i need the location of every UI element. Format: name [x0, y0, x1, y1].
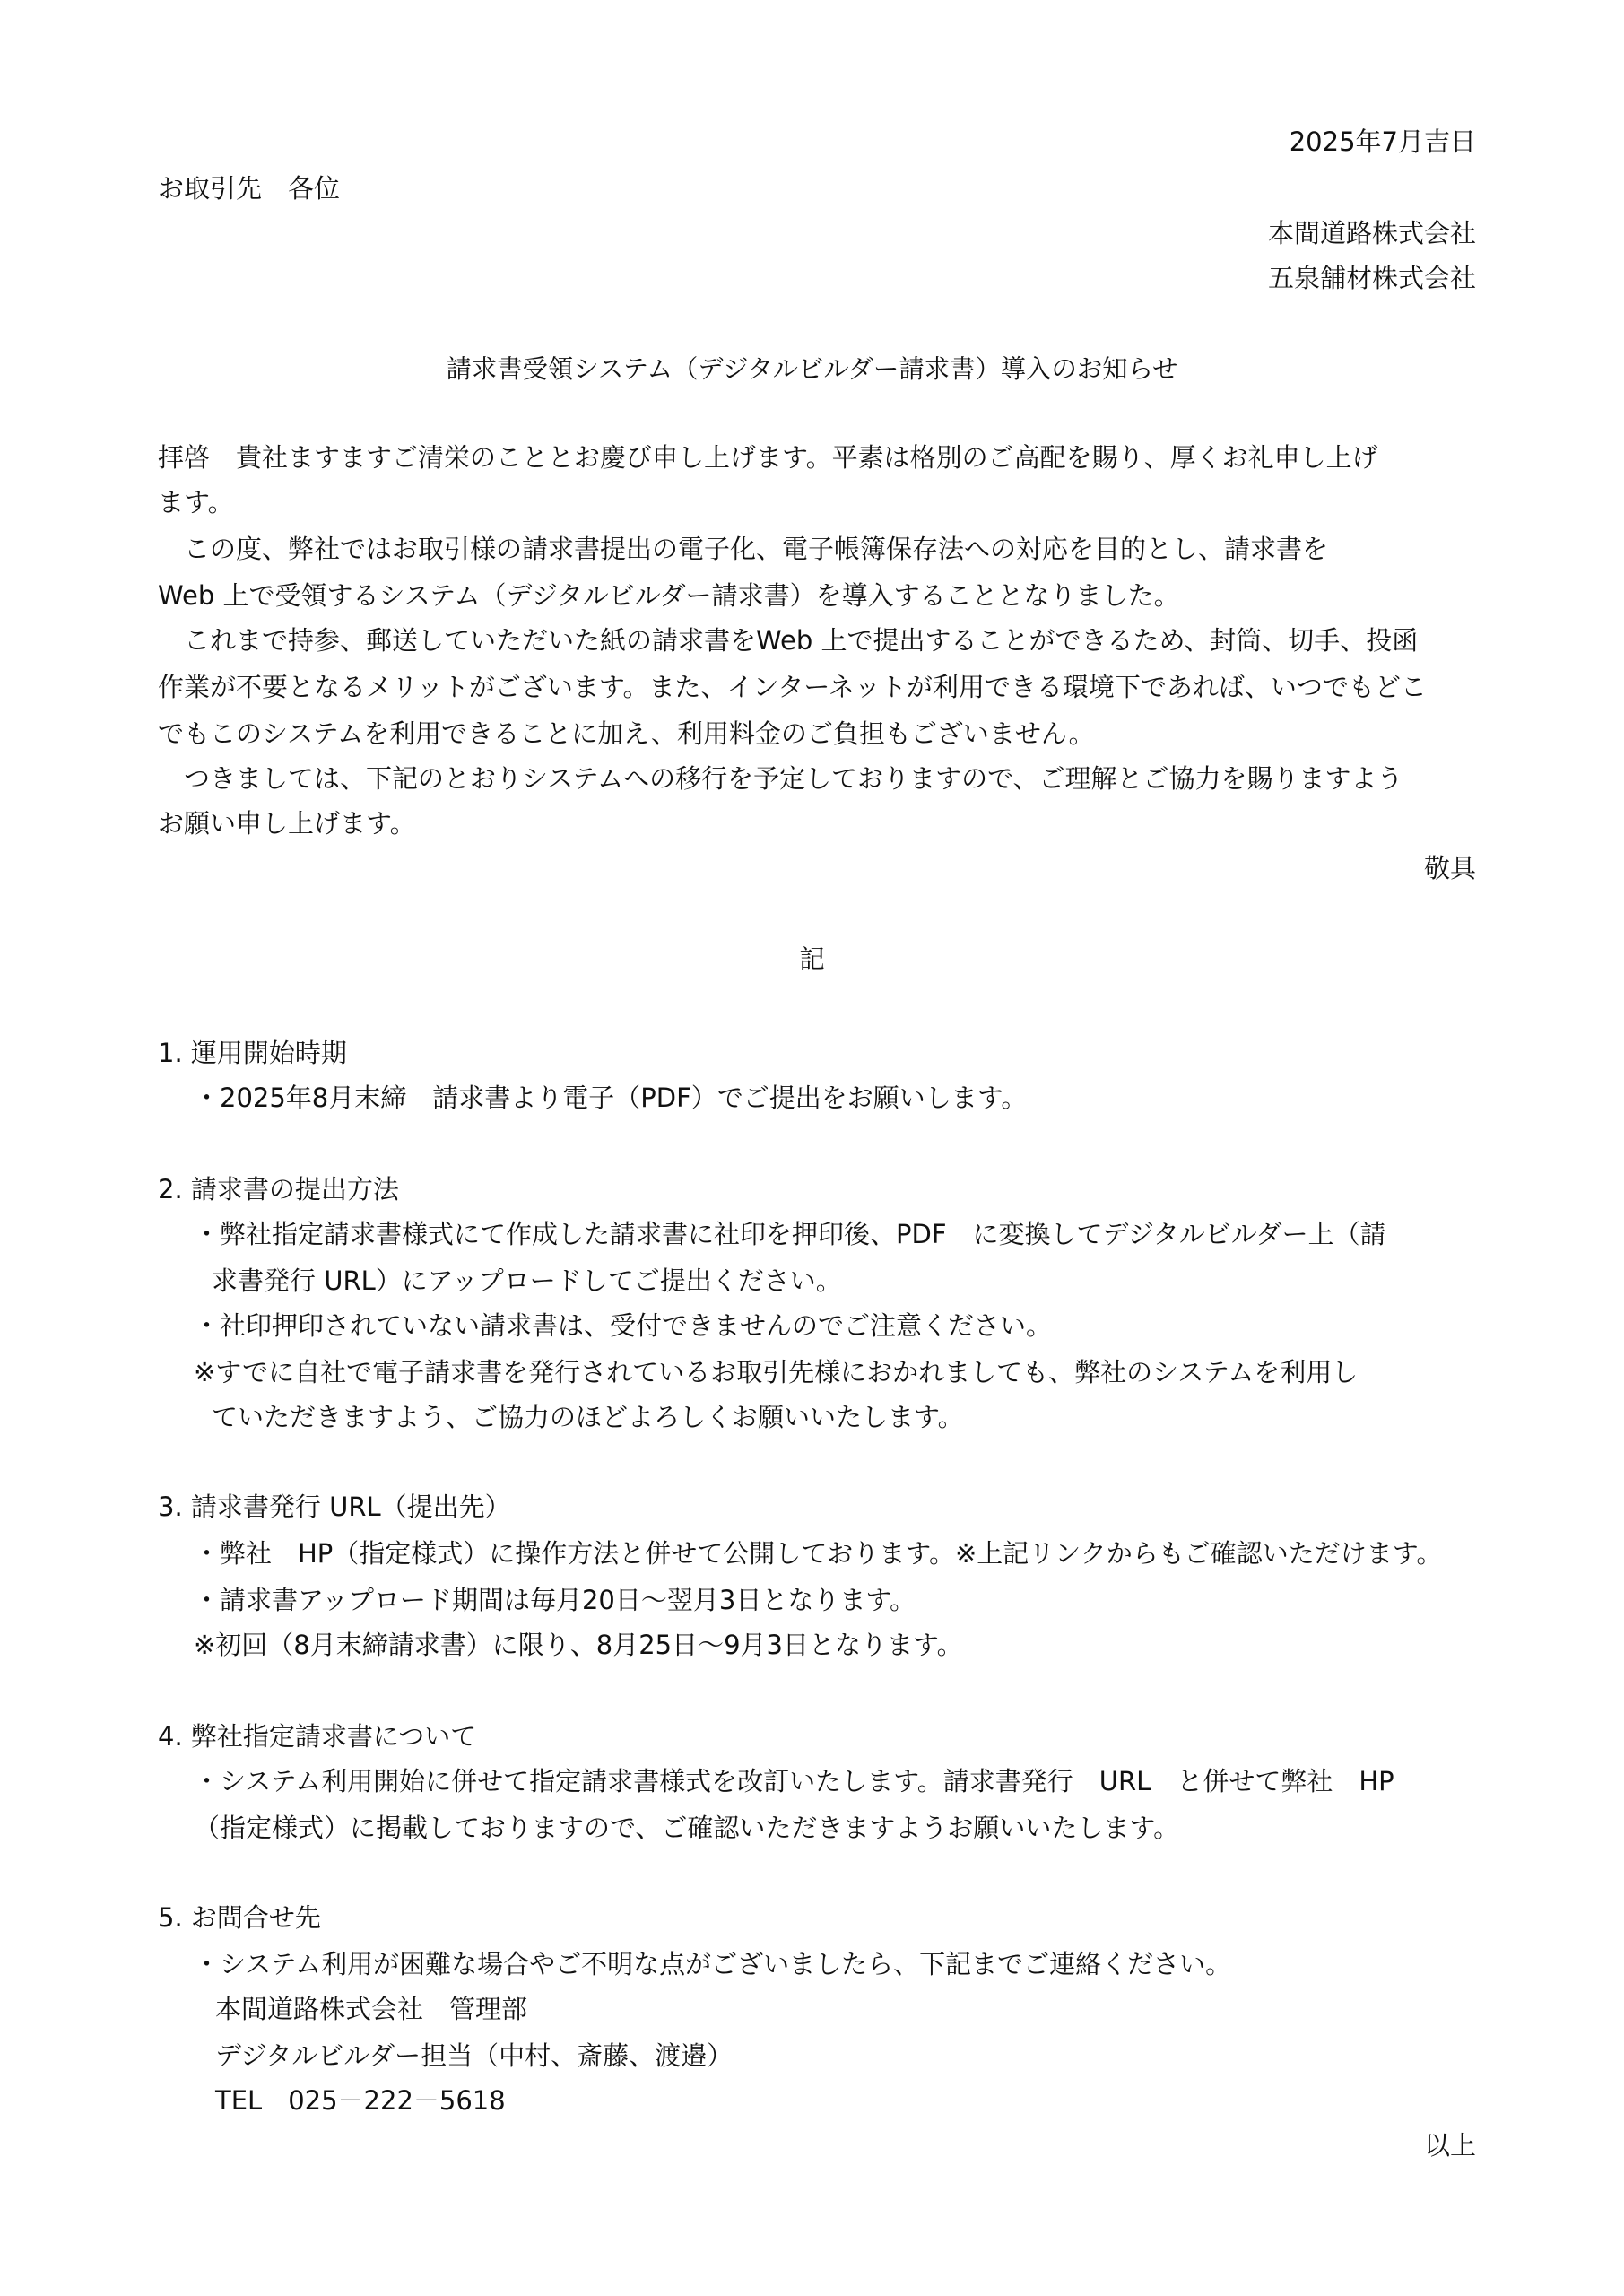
- item-3-line: ・請求書アップロード期間は毎月20日～翌月3日となります。: [194, 1585, 916, 1615]
- item-2-line: ・弊社指定請求書様式にて作成した請求書に社印を押印後、PDF に変換してデジタルビルダー上（請: [194, 1219, 1386, 1249]
- item-2-line: ※すでに自社で電子請求書を発行されているお取引先様におかれましても、弊社のシステムを利用し: [194, 1357, 1359, 1387]
- addressee: お取引先 各位: [158, 173, 341, 204]
- item-4-line: ・システム利用開始に併せて指定請求書様式を改訂いたします。請求書発行 URL と併せて弊社 HP: [194, 1766, 1394, 1796]
- body-line: 拝啓 貴社ますますご清栄のこととお慶び申し上げます。平素は格別のご高配を賜り、厚くお礼申し上げ: [158, 442, 1378, 473]
- item-4-line: （指定様式）に掲載しておりますので、ご確認いただきますようお願いいたします。: [194, 1813, 1180, 1843]
- item-3-line: ※初回（8月末締請求書）に限り、8月25日～9月3日となります。: [194, 1630, 963, 1660]
- letter-date: 2025年7月吉日: [1289, 126, 1476, 157]
- contact-phone: TEL 025－222－5618: [215, 2085, 506, 2116]
- item-5-heading: 5. お問合せ先: [158, 1902, 321, 1933]
- item-1-heading: 1. 運用開始時期: [158, 1038, 347, 1068]
- item-3-line: ・弊社 HP（指定様式）に操作方法と併せて公開しております。※上記リンクからもご確認いただけます。: [194, 1538, 1443, 1569]
- body-line: つきましては、下記のとおりシステムへの移行を予定しておりますので、ご理解とご協力を賜りますよう: [158, 763, 1403, 794]
- body-line: この度、弊社ではお取引様の請求書提出の電子化、電子帳簿保存法への対応を目的とし、請求書を: [158, 534, 1329, 564]
- contact-company: 本間道路株式会社 管理部: [215, 1994, 528, 2024]
- body-line: Web 上で受領するシステム（デジタルビルダー請求書）を導入することとなりました。: [158, 580, 1180, 611]
- item-2-line: 求書発行 URL）にアップロードしてご提出ください。: [212, 1265, 842, 1296]
- item-2-line: ていただきますよう、ご協力のほどよろしくお願いいたします。: [212, 1402, 964, 1432]
- end-ijou: 以上: [1423, 2130, 1476, 2161]
- body-line: これまで持参、郵送していただいた紙の請求書をWeb 上で提出することができるため、封筒、切手、投函: [158, 625, 1419, 656]
- item-3-heading: 3. 請求書発行 URL（提出先）: [158, 1492, 511, 1522]
- item-5-line: ・システム利用が困難な場合やご不明な点がございましたら、下記までご連絡ください。: [194, 1949, 1232, 1979]
- item-1-line: ・2025年8月末締 請求書より電子（PDF）でご提出をお願いします。: [194, 1083, 1028, 1113]
- sender-2: 五泉舗材株式会社: [1267, 263, 1476, 293]
- body-line: ます。: [158, 487, 234, 517]
- closing-keigu: 敬具: [1423, 853, 1476, 883]
- contact-person: デジタルビルダー担当（中村、斎藤、渡邉）: [215, 2040, 734, 2071]
- body-line: でもこのシステムを利用できることに加え、利用料金のご負担もございません。: [158, 718, 1095, 749]
- item-4-heading: 4. 弊社指定請求書について: [158, 1721, 477, 1752]
- ki-heading: 記: [799, 944, 825, 974]
- item-2-heading: 2. 請求書の提出方法: [158, 1174, 399, 1205]
- item-2-line: ・社印押印されていない請求書は、受付できませんのでご注意ください。: [194, 1310, 1053, 1341]
- body-line: お願い申し上げます。: [158, 808, 416, 839]
- body-line: 作業が不要となるメリットがございます。また、インターネットが利用できる環境下であれば、いつでもどこ: [158, 672, 1427, 702]
- letter-title: 請求書受領システム（デジタルビルダー請求書）導入のお知らせ: [446, 354, 1178, 384]
- sender-1: 本間道路株式会社: [1267, 218, 1476, 248]
